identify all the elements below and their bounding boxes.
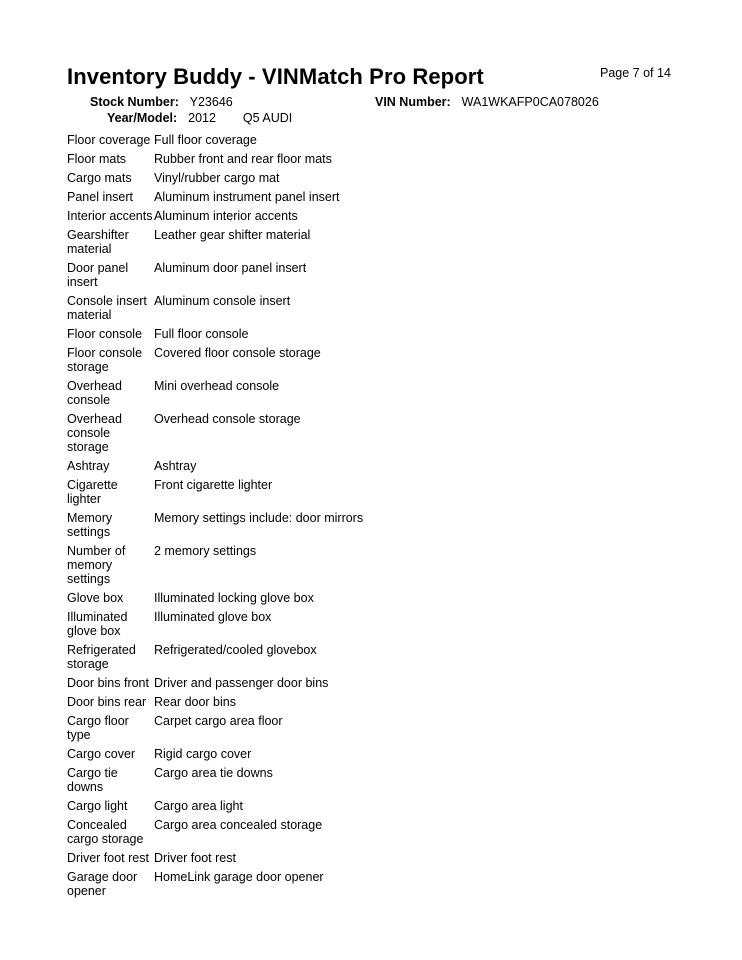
spec-row [67, 133, 667, 152]
spec-value: Memory settings include: door mirrors [154, 511, 364, 525]
spec-row [67, 544, 667, 591]
spec-label: Cargo floor type [67, 714, 129, 742]
spec-value: Aluminum interior accents [154, 209, 298, 223]
spec-value: Rear door bins [154, 695, 236, 709]
spec-value: Cargo area tie downs [154, 766, 273, 780]
spec-label: Cargo light [67, 799, 128, 813]
spec-row [67, 152, 667, 171]
spec-row [67, 610, 667, 643]
spec-label: Refrigerated storage [67, 643, 136, 671]
vin-number-label: VIN Number: [375, 95, 451, 109]
spec-value: Refrigerated/cooled glovebox [154, 643, 317, 657]
spec-value: 2 memory settings [154, 544, 257, 558]
spec-row [67, 478, 667, 511]
spec-value: Overhead console storage [154, 412, 301, 426]
spec-value: Cargo area concealed storage [154, 818, 323, 832]
year-model-line [107, 111, 292, 125]
spec-label: Glove box [67, 591, 124, 605]
spec-value: Driver foot rest [154, 851, 236, 865]
spec-value: Full floor coverage [154, 133, 257, 147]
spec-value: Covered floor console storage [154, 346, 321, 360]
spec-label: Door bins rear [67, 695, 147, 709]
spec-row [67, 346, 667, 379]
spec-value: Illuminated glove box [154, 610, 272, 624]
spec-row [67, 459, 667, 478]
spec-value: Aluminum instrument panel insert [154, 190, 340, 204]
vin-number-value: WA1WKAFP0CA078026 [461, 95, 599, 109]
spec-label: Cargo cover [67, 747, 136, 761]
spec-label: Overhead console storage [67, 412, 122, 454]
spec-row [67, 643, 667, 676]
spec-value: Rubber front and rear floor mats [154, 152, 332, 166]
year-model-label: Year/Model: [107, 111, 178, 125]
spec-label: Number of memory settings [67, 544, 126, 586]
spec-row [67, 511, 667, 544]
spec-row [67, 870, 667, 903]
spec-row [67, 294, 667, 327]
spec-value: Leather gear shifter material [154, 228, 311, 242]
spec-value: Aluminum door panel insert [154, 261, 307, 275]
spec-row [67, 190, 667, 209]
spec-value: Rigid cargo cover [154, 747, 252, 761]
spec-row [67, 676, 667, 695]
spec-label: Floor console [67, 327, 143, 341]
spec-label: Panel insert [67, 190, 134, 204]
spec-label: Garage door opener [67, 870, 138, 898]
spec-row [67, 379, 667, 412]
spec-value: Illuminated locking glove box [154, 591, 314, 605]
spec-label: Floor mats [67, 152, 127, 166]
spec-row [67, 209, 667, 228]
spec-value: Driver and passenger door bins [154, 676, 329, 690]
spec-row [67, 412, 667, 459]
spec-row [67, 766, 667, 799]
spec-value: Carpet cargo area floor [154, 714, 283, 728]
stock-number-label: Stock Number: [90, 95, 179, 109]
spec-label: Door panel insert [67, 261, 129, 289]
spec-label: Console insert material [67, 294, 147, 322]
vin-number-line [375, 95, 599, 109]
spec-row [67, 851, 667, 870]
spec-label: Door bins front [67, 676, 149, 690]
year-value: 2012 [188, 111, 216, 125]
spec-row [67, 171, 667, 190]
spec-label: Ashtray [67, 459, 110, 473]
spec-label: Cigarette lighter [67, 478, 118, 506]
spec-value: Cargo area light [154, 799, 243, 813]
spec-label: Overhead console [67, 379, 122, 407]
spec-row [67, 799, 667, 818]
spec-row [67, 818, 667, 851]
spec-value: Vinyl/rubber cargo mat [154, 171, 280, 185]
spec-value: Mini overhead console [154, 379, 280, 393]
spec-label: Cargo mats [67, 171, 132, 185]
spec-row [67, 695, 667, 714]
spec-value: Front cigarette lighter [154, 478, 273, 492]
report-title: Inventory Buddy - VINMatch Pro Report [67, 64, 484, 89]
spec-row [67, 327, 667, 346]
spec-label: Concealed cargo storage [67, 818, 144, 846]
spec-value: HomeLink garage door opener [154, 870, 324, 884]
spec-label: Gearshifter material [67, 228, 129, 256]
spec-label: Memory settings [67, 511, 113, 539]
spec-label: Cargo tie downs [67, 766, 118, 794]
spec-value: Full floor console [154, 327, 249, 341]
spec-row [67, 714, 667, 747]
spec-value: Aluminum console insert [154, 294, 291, 308]
spec-label: Floor console storage [67, 346, 143, 374]
spec-row [67, 591, 667, 610]
spec-label: Floor coverage [67, 133, 151, 147]
spec-table [67, 133, 667, 903]
spec-row [67, 228, 667, 261]
stock-number-line [90, 95, 233, 109]
spec-row [67, 747, 667, 766]
spec-value: Ashtray [154, 459, 197, 473]
spec-label: Interior accents [67, 209, 153, 223]
stock-number-value: Y23646 [189, 95, 233, 109]
model-value: Q5 AUDI [242, 111, 293, 125]
spec-label: Driver foot rest [67, 851, 149, 865]
spec-row [67, 261, 667, 294]
page-number: Page 7 of 14 [600, 66, 671, 80]
spec-label: Illuminated glove box [67, 610, 128, 638]
